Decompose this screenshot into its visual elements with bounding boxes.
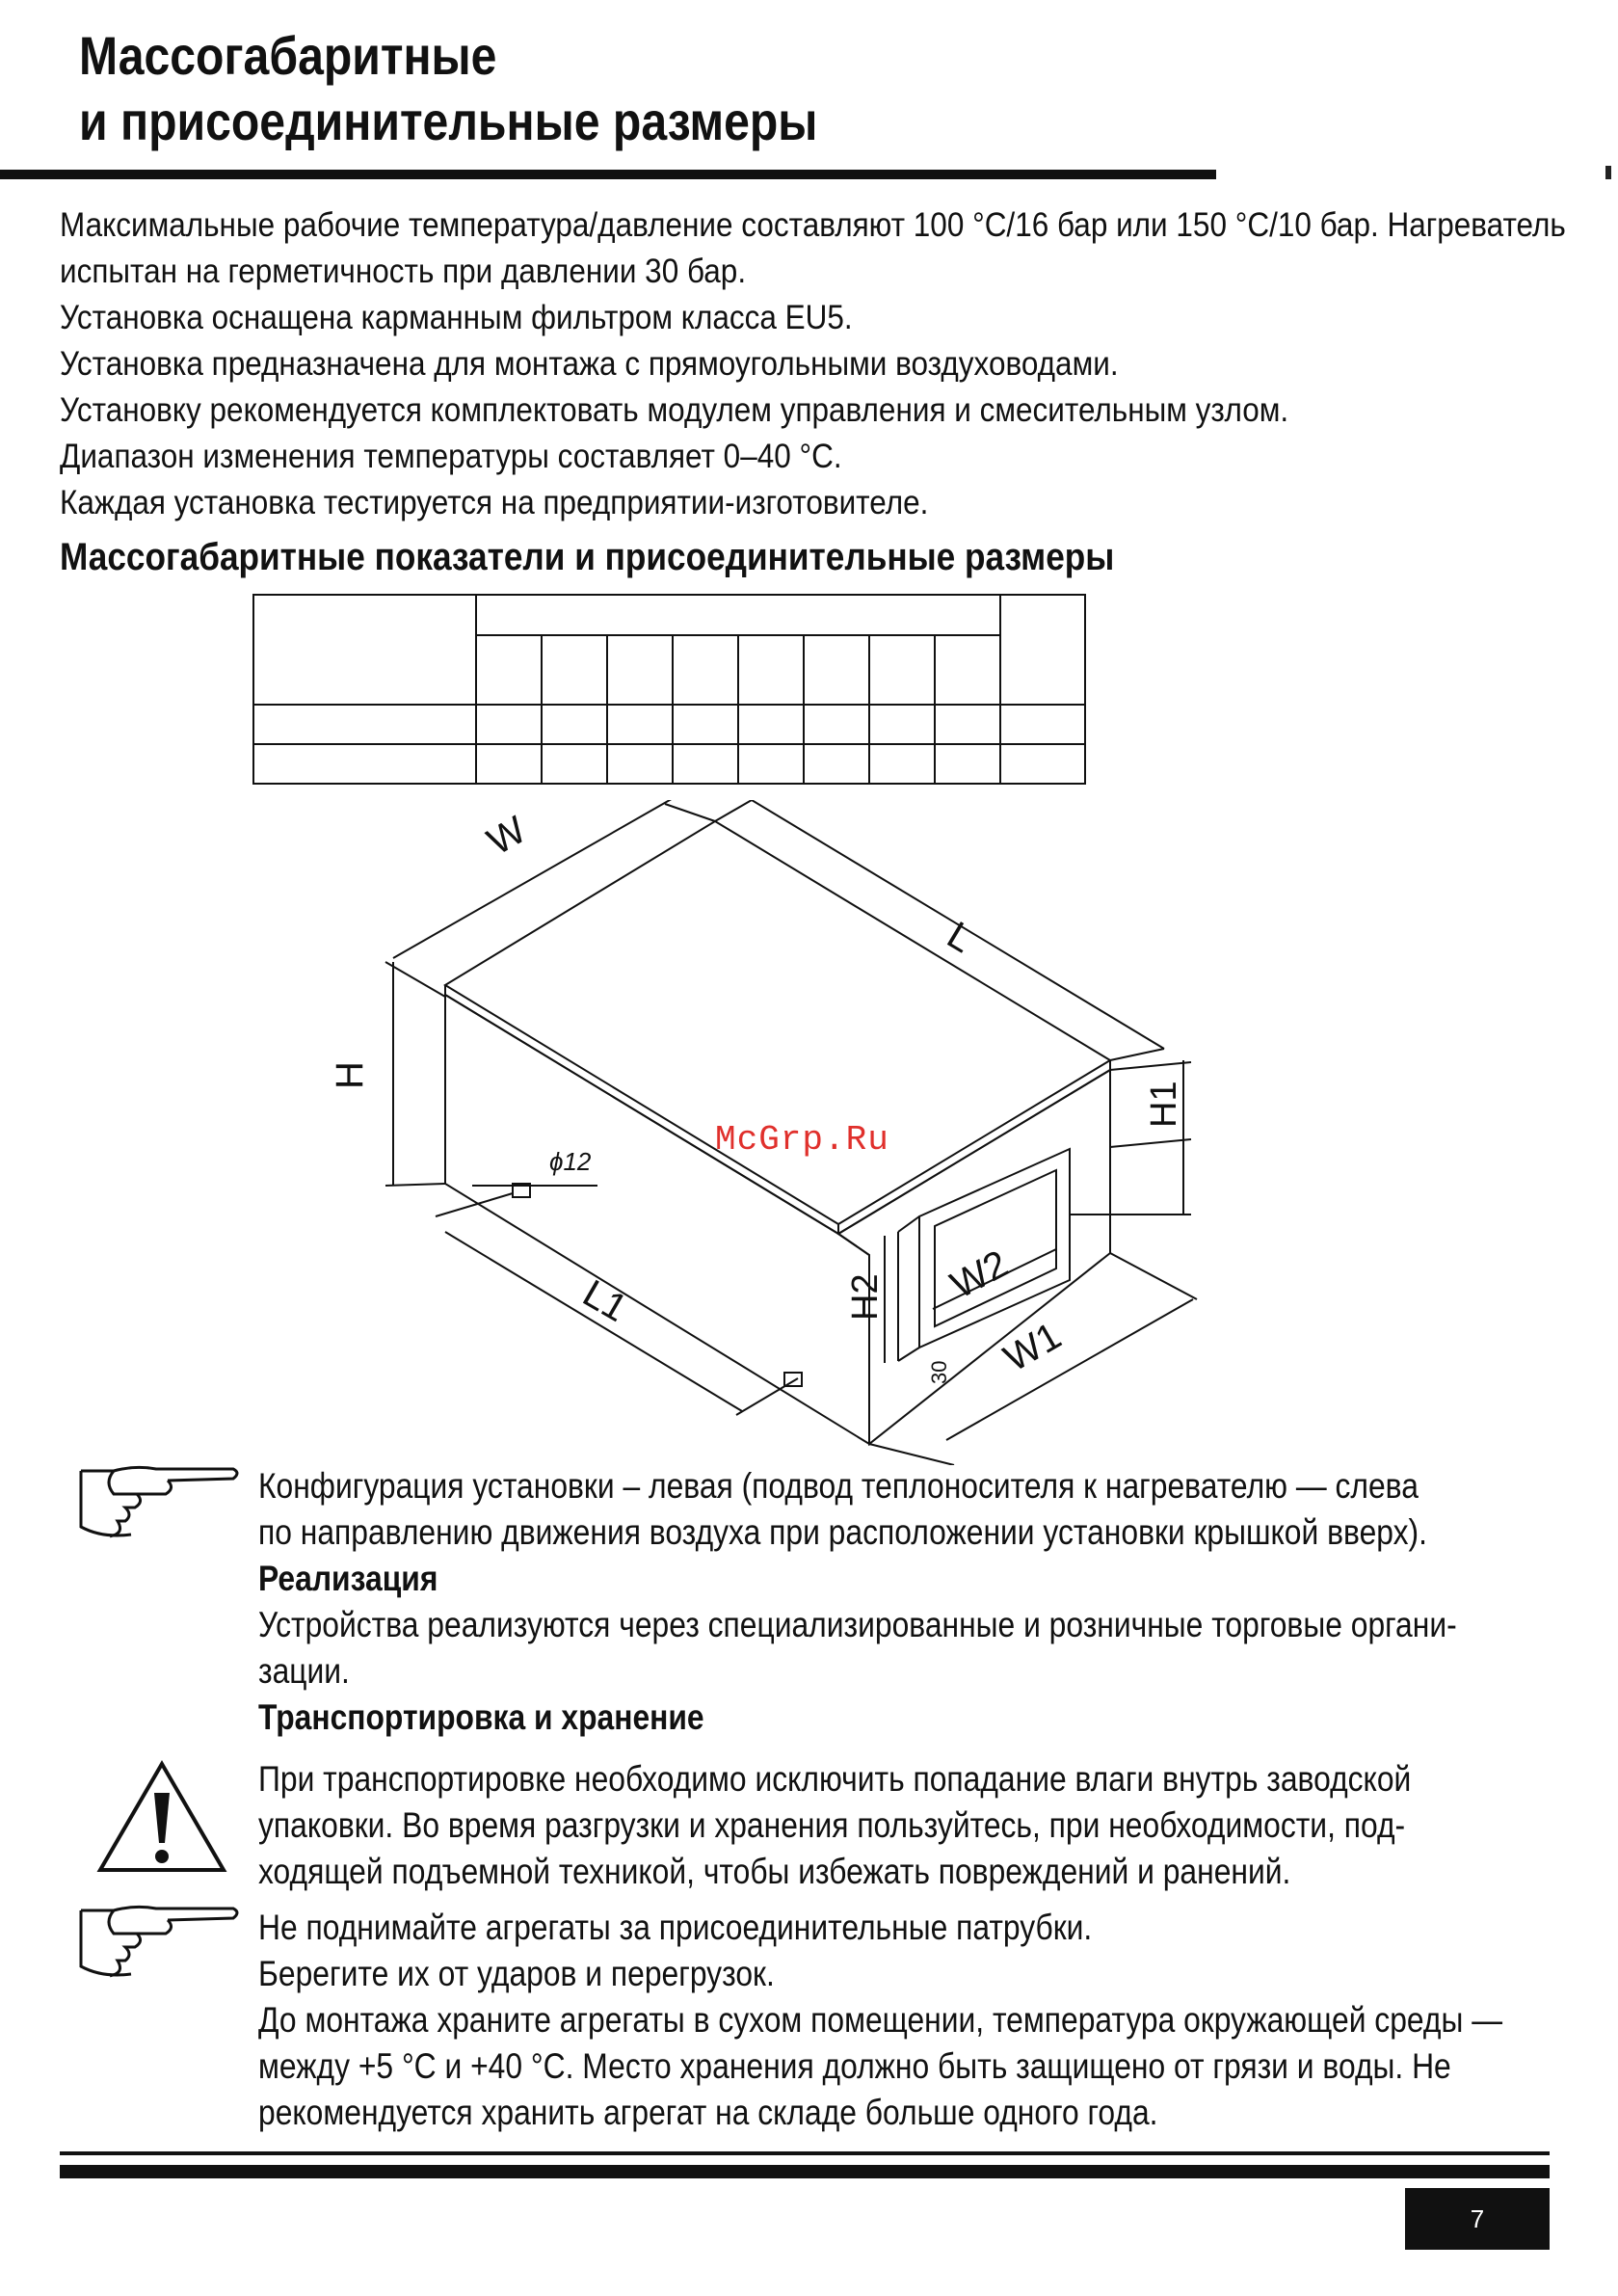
- box-side-face: [445, 995, 869, 1444]
- dimensions-heading: Массогабаритные показатели и присоединительные размеры: [60, 536, 1115, 578]
- footer-bar: [60, 2165, 1550, 2178]
- table-header-cell: [869, 635, 935, 705]
- table-header-cell: [673, 635, 738, 705]
- storage-note: [258, 1905, 1618, 2136]
- storage-line: рекомендуется хранить агрегат на складе больше одного года.: [258, 2093, 1158, 2132]
- warning-line: упаковки. Во время разгрузки и хранения пользуйтесь, при необходимости, под-: [258, 1805, 1406, 1845]
- intro-line: Установку рекомендуется комплектовать модулем управления и смесительным узлом.: [60, 391, 1289, 429]
- dimensions-table: [252, 594, 1086, 785]
- pointing-hand-icon: [75, 1899, 243, 1982]
- table-row: [253, 705, 1085, 744]
- intro-line: испытан на герметичность при давлении 30 бар.: [60, 253, 747, 290]
- intro-line: Каждая установка тестируется на предприятии-изготовителе.: [60, 484, 929, 521]
- transport-warning: [258, 1756, 1618, 1895]
- label-h1: H1: [1144, 1081, 1184, 1128]
- title-rule: [0, 170, 1216, 179]
- storage-line: Не поднимайте агрегаты за присоединительные патрубки.: [258, 1908, 1093, 1947]
- box-top-face: [445, 821, 1110, 1224]
- watermark: McGrp.Ru: [715, 1120, 889, 1160]
- label-d30: 30: [927, 1360, 951, 1384]
- page-title: [79, 23, 817, 154]
- table-header-cell: [476, 595, 1000, 635]
- footer-rule: [60, 2151, 1550, 2155]
- intro-line: Установка оснащена карманным фильтром класса EU5.: [60, 299, 853, 336]
- page-number: 7: [1405, 2188, 1550, 2250]
- intro-line: Диапазон изменения температуры составляет 0–40 °С.: [60, 438, 842, 475]
- intro-line: Установка предназначена для монтажа с прямоугольными воздуховодами.: [60, 345, 1119, 383]
- config-note-line: Конфигурация установки – левая (подвод теплоносителя к нагревателю — слева: [258, 1466, 1419, 1506]
- warning-line: ходящей подъемной техникой, чтобы избежать повреждений и ранений.: [258, 1852, 1291, 1891]
- sales-line: Устройства реализуются через специализированные и розничные торговые органи-: [258, 1605, 1457, 1644]
- label-h: H: [329, 1061, 371, 1089]
- label-w: W: [480, 808, 534, 864]
- pointing-hand-icon: [75, 1459, 243, 1542]
- storage-line: До монтажа храните агрегаты в сухом помещении, температура окружающей среды —: [258, 2000, 1503, 2040]
- table-header-cell: [607, 635, 673, 705]
- table-header-cell: [1000, 595, 1085, 705]
- sales-line: зации.: [258, 1651, 350, 1691]
- edge-mark: [1605, 166, 1611, 179]
- intro-line: Максимальные рабочие температура/давление составляют 100 °С/16 бар или 150 °С/10 бар. Нагреватель: [60, 206, 1566, 244]
- table-header-cell: [935, 635, 1000, 705]
- label-d12: ϕ12: [549, 1147, 592, 1176]
- table-header-cell: [476, 635, 542, 705]
- table-header-cell: [542, 635, 607, 705]
- label-w2: W2: [943, 1241, 1016, 1307]
- config-note: [258, 1463, 1618, 1741]
- dim-w1-line: [946, 1299, 1193, 1440]
- storage-line: между +5 °С и +40 °С. Место хранения должно быть защищено от грязи и воды. Не: [258, 2046, 1451, 2086]
- table-header-cell: [253, 595, 476, 705]
- table-header-cell: [738, 635, 804, 705]
- label-w1: W1: [996, 1314, 1069, 1380]
- dim-l1-line: [445, 1232, 742, 1411]
- warning-line: При транспортировке необходимо исключить попадание влаги внутрь заводской: [258, 1759, 1412, 1799]
- table-row: [253, 744, 1085, 784]
- label-h2: H2: [845, 1273, 886, 1321]
- storage-line: Берегите их от ударов и перегрузок.: [258, 1954, 775, 1993]
- config-note-line: по направлению движения воздуха при расположении установки крышкой вверх).: [258, 1512, 1427, 1552]
- dim-w-line: [393, 800, 676, 958]
- intro-text: [60, 202, 1586, 526]
- table-header-cell: [804, 635, 869, 705]
- label-l: L: [940, 913, 981, 962]
- page-title-line2: и присоединительные размеры: [79, 91, 818, 151]
- label-l1: L1: [575, 1271, 635, 1331]
- sales-heading: Реализация: [258, 1559, 438, 1598]
- page-title-line1: Массогабаритные: [79, 25, 497, 86]
- warning-icon: [96, 1760, 227, 1874]
- transport-heading: Транспортировка и хранение: [258, 1697, 704, 1737]
